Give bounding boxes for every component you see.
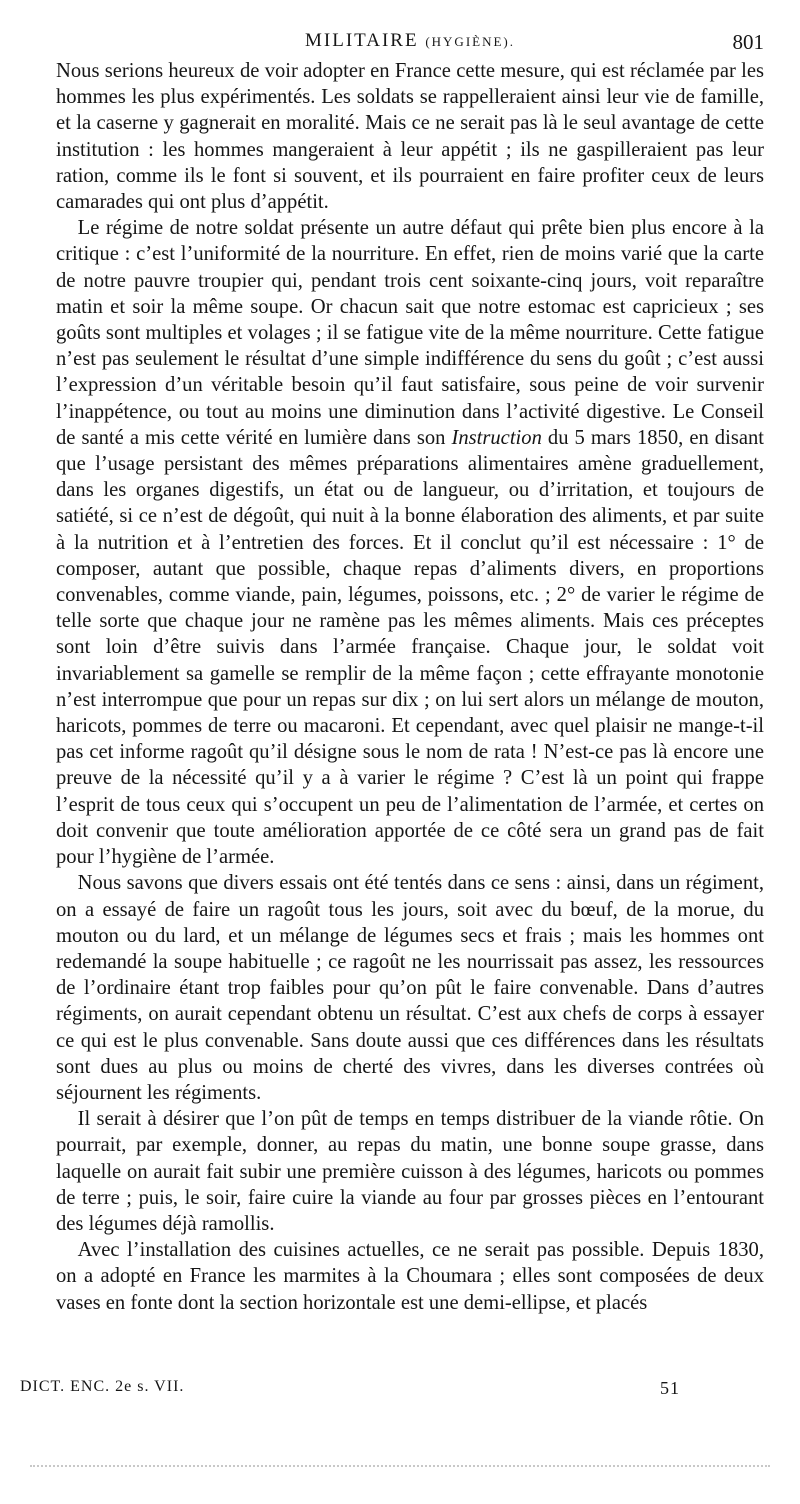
paragraph-1: Nous serions heureux de voir adopter en France cette mesure, qui est réclamée par les hommes les plus expérimentés. Les soldats se rappelleraient ainsi leur vie de famille, et la caserne y gagnerait en moralité. Mais ce ne serait pas là le seul avantage de cette institution : les hommes mangeraient à leur appétit ; ils ne gaspilleraient pas leur ration, comme ils le font si souvent, et ils pourraient en faire profiter ceux de leurs camarades qui ont plus d’appétit. <box>56 60 764 214</box>
running-title-main: MILITAIRE <box>305 30 419 51</box>
page-number: 801 <box>732 30 764 54</box>
signature-mark: DICT. ENC. 2e s. VII. <box>20 1378 185 1395</box>
running-head <box>56 28 764 58</box>
running-title-subtitle: (HYGIÈNE). <box>425 34 515 49</box>
document-page <box>56 28 764 1316</box>
paragraph-4: Il serait à désirer que l’on pût de temps en temps distribuer de la viande rôtie. On pourrait, par exemple, donner, au repas du matin, une bonne soupe grasse, dans laquelle on aurait fait subir une première cuisson à des légumes, haricots ou pommes de terre ; puis, le soir, faire cuire la viande au four par grosses pièces en l’entourant des légumes déjà ramollis. <box>56 1108 764 1235</box>
paragraph-3: Nous savons que divers essais ont été tentés dans ce sens : ainsi, dans un régiment, on a essayé de faire un ragoût tous les jours, soit avec du bœuf, de la morue, du mouton ou du lard, et un mélange de légumes secs et frais ; mais les hommes ont redemandé la soupe habituelle ; ce ragoût ne les nourrissait pas assez, les ressources de l’ordinaire étant trop faibles pour qu’on pût le faire convenable. Dans d’autres régiments, on aurait cependant obtenu un résultat. C’est aux chefs de corps à essayer ce qui est le plus convenable. Sans doute aussi que ces différences dans les résultats sont dues au plus ou moins de cherté des vivres, dans les diverses contrées où séjournent les régiments. <box>56 872 764 1104</box>
scan-specks <box>30 1465 770 1471</box>
paragraph-2-part-1: Le régime de notre soldat présente un autre défaut qui prête bien plus encore à la critique : c’est l’uniformité de la nourriture. En effet, rien de moins varié que la carte de notre pauvre troupier qui, pendant trois cent soixante-cinq jours, voit reparaître matin et soir la même soupe. Or chacun sait que notre estomac est capricieux ; ses goûts sont multiples et volages ; il se fatigue vite de la même nourriture. Cette fatigue n’est pas seulement le résultat d’une simple indifférence du sens du goût ; c’est aussi l’expression d’un véritable besoin qu’il faut satisfaire, sous peine de voir survenir l’inappétence, ou tout au moins une diminution dans l’activité digestive. Le Conseil de santé a mis cette vérité en lumière dans son <box>56 217 764 449</box>
signature-number: 51 <box>660 1378 680 1398</box>
instruction-title: Instruction <box>451 426 542 449</box>
running-title <box>56 30 764 52</box>
body-text <box>56 58 764 1316</box>
paragraph-2-part-2: du 5 mars 1850, en disant que l’usage persistant des mêmes préparations alimentaires amène graduellement, dans les organes digestifs, un état ou de langueur, ou d’irritation, et toujours de satiété, si ce n’est de dégoût, qui nuit à la bonne élaboration des aliments, et par suite à la nutrition et à l’entretien des forces. Et il conclut qu’il est nécessaire : 1° de composer, autant que possible, chaque repas d’aliments divers, en proportions convenables, comme viande, pain, légumes, poissons, etc. ; 2° de varier le régime de telle sorte que chaque jour ne ramène pas les mêmes aliments. Mais ces préceptes sont loin d’être suivis dans l’armée française. Chaque jour, le soldat voit invariablement sa gamelle se remplir de la même façon ; cette effrayante monotonie n’est interrompue que pour un repas sur dix ; on lui sert alors un mélange de mouton, haricots, pommes de terre ou macaroni. Et cependant, avec quel plaisir ne mange-t-il pas cet informe ragoût qu’il désigne sous le nom de rata ! N’est-ce pas là encore une preuve de la nécessité qu’il y a à varier le régime ? C’est là un point qui frappe l’esprit de tous ceux qui s’occupent un peu de l’alimentation de l’armée, et certes on doit convenir que toute amélioration apportée de ce côté sera un grand pas de fait pour l’hygiène de l’armée. <box>56 426 764 869</box>
paragraph-5: Avec l’installation des cuisines actuelles, ce ne serait pas possible. Depuis 1830, on a adopté en France les marmites à la Choumara ; elles sont composées de deux vases en fonte dont la section horizontale est une demi-ellipse, et placés <box>56 1239 764 1314</box>
paragraph-2 <box>56 215 764 870</box>
